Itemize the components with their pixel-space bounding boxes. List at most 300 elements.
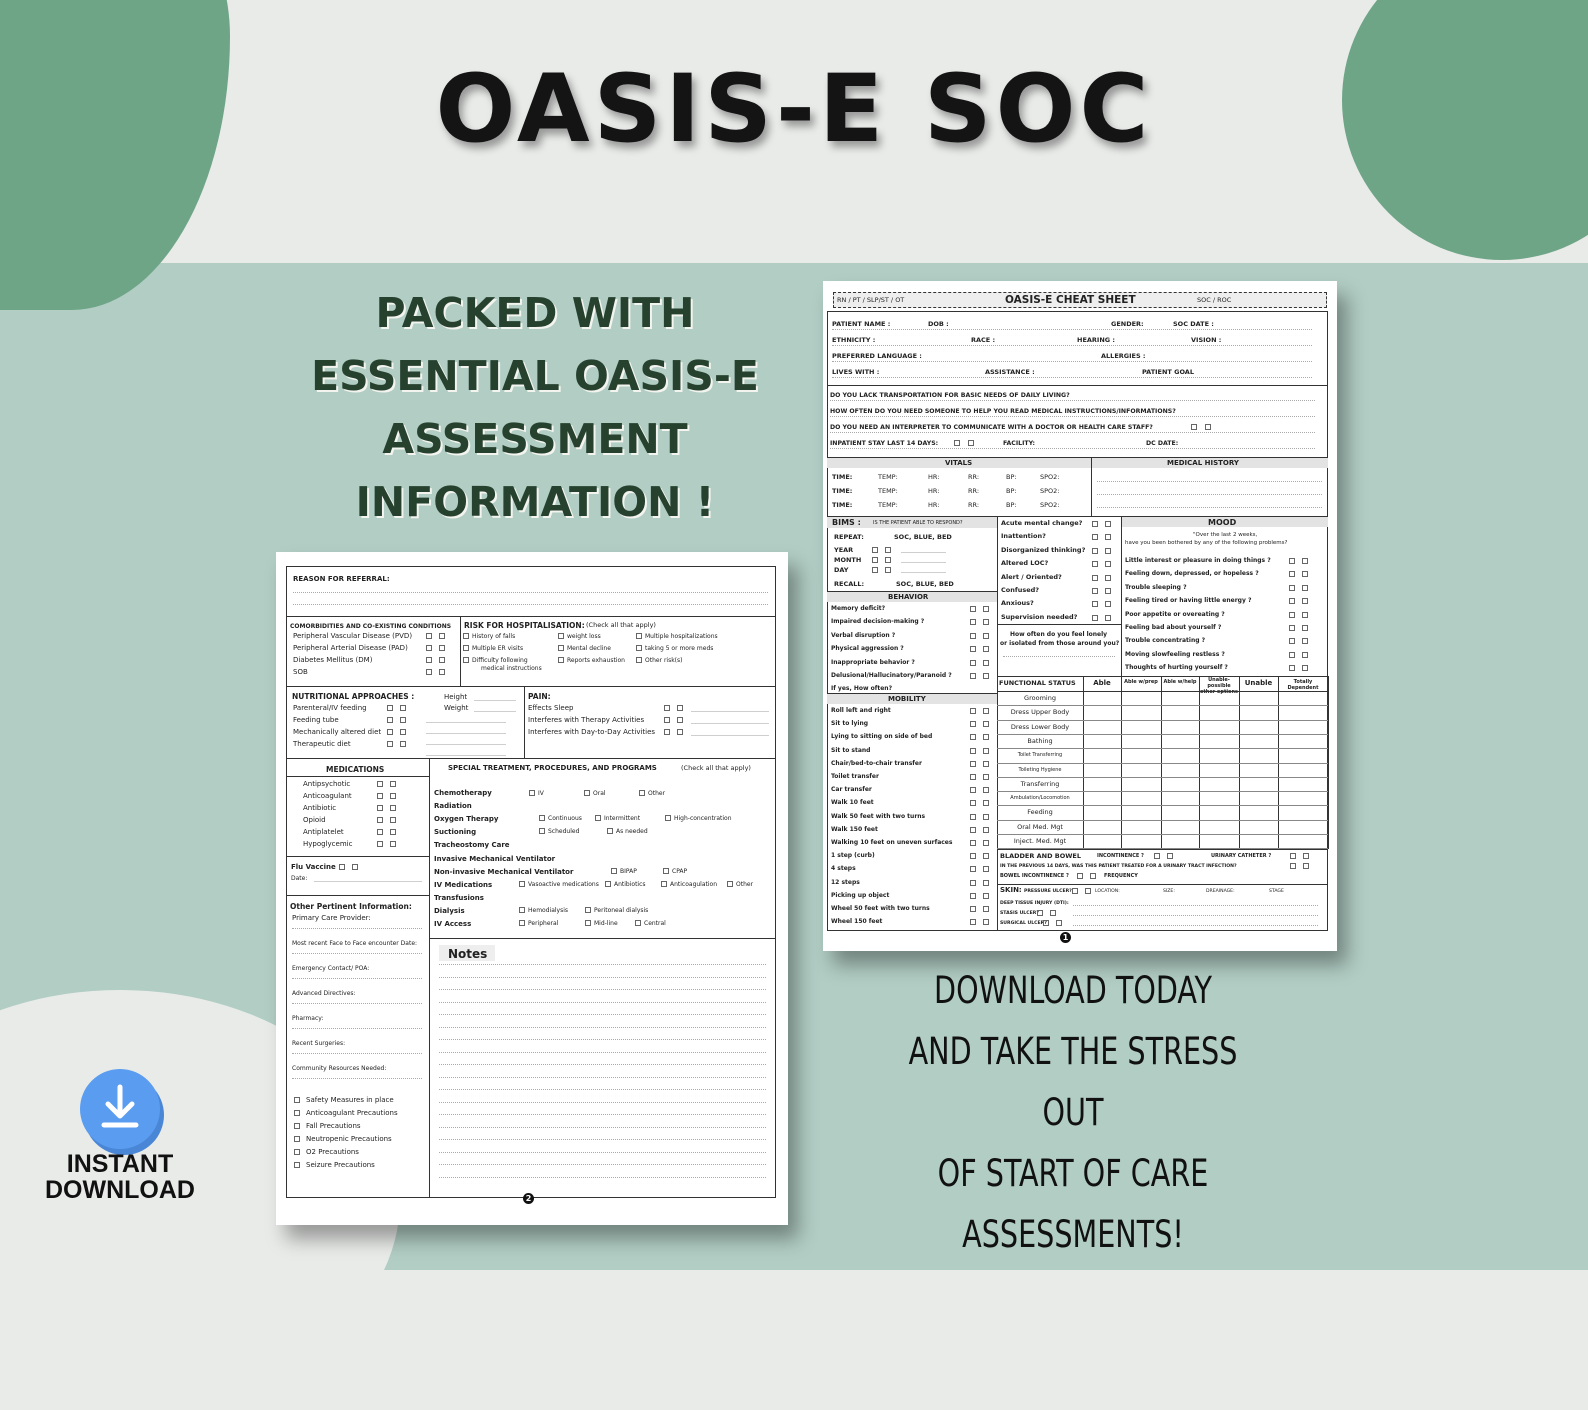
checkbox <box>294 1149 300 1155</box>
table-divider <box>997 705 1328 706</box>
mood-item: Feeling tired or having little energy ? <box>1125 597 1252 605</box>
checkbox <box>970 761 976 767</box>
mood-item: Trouble concentrating ? <box>1125 637 1206 645</box>
checkbox <box>390 817 396 823</box>
functional-row-label: Bathing <box>1027 736 1053 745</box>
checkbox <box>970 774 976 780</box>
bims-subtitle: IS THE PATIENT ABLE TO RESPOND? <box>873 520 963 526</box>
checkbox <box>1092 521 1098 527</box>
sheet1-header-left: RN / PT / SLP/ST / OT <box>837 296 905 304</box>
medical-history-title: MEDICAL HISTORY <box>1167 459 1239 467</box>
checkbox <box>1092 601 1098 607</box>
checkbox <box>439 633 445 639</box>
checkbox <box>1092 548 1098 554</box>
precaution-item: Anticoagulant Precautions <box>306 1109 398 1117</box>
checkbox <box>970 880 976 886</box>
special-option: IV <box>538 790 544 797</box>
checkbox <box>539 828 545 834</box>
nutrition-title: NUTRITIONAL APPROACHES : <box>292 692 415 701</box>
comorbid-title: COMORBIDITIES AND CO-EXISTING CONDITIONS <box>290 623 452 630</box>
precaution-item: O2 Precautions <box>306 1148 359 1156</box>
checkbox <box>970 619 976 625</box>
cognition-item: Altered LOC? <box>1001 559 1049 568</box>
special-item: Invasive Mechanical Ventilator <box>434 854 556 863</box>
checkbox <box>663 868 669 874</box>
note-line <box>439 1027 766 1028</box>
checkbox <box>439 657 445 663</box>
pain-item: Interferes with Day-to-Day Activities <box>528 728 656 736</box>
demographic-label: GENDER: <box>1111 320 1144 328</box>
special-option: Other <box>648 790 666 797</box>
checkbox <box>983 866 989 872</box>
main-title: OASIS-E SOC <box>435 55 1153 164</box>
answer-line <box>832 377 1312 378</box>
checkbox <box>463 633 469 639</box>
mobility-item: Walk 10 feet <box>831 799 874 807</box>
checkbox <box>426 633 432 639</box>
note-line <box>439 1002 766 1003</box>
bladder-title: BLADDER AND BOWEL <box>1000 852 1081 860</box>
checkbox <box>1205 424 1211 430</box>
risk-item: Multiple hospitalizations <box>645 633 718 640</box>
screening-question: INPATIENT STAY LAST 14 DAYS: <box>830 440 939 447</box>
special-item: Transfusions <box>434 893 484 902</box>
checkbox <box>1072 888 1078 894</box>
table-divider <box>997 691 1328 692</box>
precaution-item: Fall Precautions <box>306 1122 361 1130</box>
table-divider <box>997 720 1328 721</box>
answer-line <box>832 361 1312 362</box>
checkbox <box>387 717 393 723</box>
special-item: Dialysis <box>434 906 465 915</box>
bims-item: DAY <box>834 566 849 574</box>
checkbox <box>426 645 432 651</box>
dti-label: DEEP TISSUE INJURY (DTI): <box>1000 901 1069 906</box>
answer-line <box>832 329 1312 330</box>
special-title: SPECIAL TREATMENT, PROCEDURES, AND PROGRAMS <box>448 764 657 772</box>
checkbox <box>1303 853 1309 859</box>
checkbox <box>387 729 393 735</box>
pain-item: Interferes with Therapy Activities <box>528 716 645 724</box>
checkbox <box>1289 612 1295 618</box>
checkbox <box>983 880 989 886</box>
checkbox <box>970 814 976 820</box>
functional-column-header: Able w/prep <box>1124 679 1158 685</box>
checkbox <box>872 557 878 563</box>
checkbox <box>377 829 383 835</box>
checkbox <box>677 717 683 723</box>
demographic-label: PREFERRED LANGUAGE : <box>832 352 922 360</box>
checkbox <box>970 840 976 846</box>
risk-item: Multiple ER visits <box>472 645 524 652</box>
mood-item: Trouble sleeping ? <box>1125 583 1187 591</box>
checkbox <box>983 734 989 740</box>
vitals-field: RR: <box>968 473 980 481</box>
answer-line <box>901 552 946 553</box>
checkbox <box>1105 521 1111 527</box>
weight-label: Weight <box>444 704 469 712</box>
demographic-label: ALLERGIES : <box>1101 352 1146 360</box>
functional-row-label: Dress Upper Body <box>1010 708 1070 717</box>
other-info-item: Primary Care Provider: <box>292 914 371 922</box>
mobility-item: Walk 150 feet <box>831 825 878 833</box>
lonely-question-2: or isolated from those around you? <box>1000 640 1120 647</box>
catheter-label: URINARY CATHETER ? <box>1211 853 1272 859</box>
answer-line <box>691 735 769 736</box>
functional-title: FUNCTIONAL STATUS <box>999 679 1076 687</box>
comorbid-item: Peripheral Vascular Disease (PVD) <box>293 632 413 640</box>
checkbox <box>970 906 976 912</box>
table-divider <box>997 734 1328 735</box>
risk-subtitle: (Check all that apply) <box>586 621 656 629</box>
checkbox <box>885 557 891 563</box>
checkbox <box>1302 665 1308 671</box>
special-item: Tracheostomy Care <box>434 841 510 850</box>
checkbox <box>636 657 642 663</box>
checkbox <box>294 1136 300 1142</box>
bims-item: YEAR <box>834 546 854 554</box>
precaution-item: Safety Measures in place <box>306 1096 394 1104</box>
checkbox <box>294 1110 300 1116</box>
flu-date-label: Date: <box>291 875 308 882</box>
checkbox <box>983 748 989 754</box>
checkbox <box>294 1123 300 1129</box>
mobility-item: 4 steps <box>831 865 856 873</box>
nutrition-item: Feeding tube <box>293 716 339 724</box>
checkbox <box>585 920 591 926</box>
location-label: LOCATION: <box>1095 889 1120 894</box>
checkbox <box>400 741 406 747</box>
checkbox <box>983 906 989 912</box>
checkbox <box>1043 920 1049 926</box>
answer-line <box>830 416 1315 417</box>
demographic-label: RACE : <box>971 336 996 344</box>
answer-line <box>1073 905 1318 906</box>
special-option: Continuous <box>548 815 582 822</box>
functional-row-label: Inject. Med. Mgt <box>1013 837 1067 845</box>
special-option: Hemodialysis <box>528 907 569 914</box>
behavior-item: Verbal disruption ? <box>831 631 896 639</box>
answer-line <box>426 744 506 745</box>
checkbox <box>1302 585 1308 591</box>
medication-item: Antipsychotic <box>303 780 351 788</box>
medication-item: Opioid <box>303 816 326 824</box>
note-line <box>439 1102 766 1103</box>
behavior-item: Memory deficit? <box>831 605 886 612</box>
mobility-item: Sit to lying <box>831 720 869 728</box>
checkbox <box>377 781 383 787</box>
special-option: As needed <box>616 828 648 835</box>
vitals-field: TEMP: <box>878 473 898 481</box>
checkbox <box>872 547 878 553</box>
special-option: High-concentration <box>674 815 732 822</box>
checkbox <box>611 868 617 874</box>
table-divider <box>997 834 1328 835</box>
functional-column-header: Unable <box>1244 679 1273 687</box>
answer-line <box>830 432 1315 433</box>
incontinence-label: INCONTINENCE ? <box>1097 853 1144 859</box>
mobility-title: MOBILITY <box>888 695 926 703</box>
checkbox <box>1289 652 1295 658</box>
download-icon[interactable] <box>80 1069 160 1149</box>
mobility-item: Wheel 150 feet <box>831 918 883 926</box>
checkbox <box>558 657 564 663</box>
tagline-line: PACKED WITH <box>375 289 695 337</box>
dc-date-label: DC DATE: <box>1146 440 1179 447</box>
mobility-item: Chair/bed-to-chair transfer <box>831 759 922 767</box>
checkbox <box>665 815 671 821</box>
functional-column-header: Able w/help <box>1163 679 1197 685</box>
note-line <box>439 1177 766 1178</box>
checkbox <box>983 853 989 859</box>
table-divider <box>997 777 1328 778</box>
functional-row-label: Transferring <box>1020 779 1060 788</box>
call-to-action <box>888 960 1258 1265</box>
vitals-field: SPO2: <box>1040 501 1060 509</box>
checkbox <box>1302 652 1308 658</box>
checkbox <box>983 919 989 925</box>
functional-row-label: Feeding <box>1027 808 1053 817</box>
demographic-label: LIVES WITH : <box>832 368 880 376</box>
answer-line <box>691 711 769 712</box>
vitals-field: TIME: <box>832 501 853 509</box>
mobility-item: Walking 10 feet on uneven surfaces <box>831 839 953 846</box>
checkbox <box>539 815 545 821</box>
screening-question: DO YOU NEED AN INTERPRETER TO COMMUNICATE WITH A DOCTOR OR HEALTH CARE STAFF? <box>830 424 1153 431</box>
answer-line <box>426 722 506 723</box>
demographic-label: DOB : <box>928 320 949 328</box>
comorbid-item: Peripheral Arterial Disease (PAD) <box>293 644 408 652</box>
checkbox <box>983 633 989 639</box>
tagline <box>300 282 770 534</box>
checkbox <box>1289 585 1295 591</box>
checkbox <box>983 721 989 727</box>
checkbox <box>1302 571 1308 577</box>
checkbox <box>558 633 564 639</box>
checkbox <box>983 774 989 780</box>
lonely-question-1: How often do you feel lonely <box>1010 631 1108 638</box>
answer-line <box>426 733 506 734</box>
page-number-2: 2 <box>523 1193 534 1204</box>
bims-item: MONTH <box>834 556 862 564</box>
checkbox <box>1289 665 1295 671</box>
medication-item: Hypoglycemic <box>303 840 353 848</box>
behavior-item: Inappropriate behavior ? <box>831 658 915 666</box>
checkbox <box>983 606 989 612</box>
risk-item: Reports exhaustion <box>567 657 625 664</box>
special-option: Other <box>736 881 754 888</box>
special-item: IV Access <box>434 920 472 928</box>
behavior-item: Physical aggression ? <box>831 645 904 653</box>
checkbox <box>1105 588 1111 594</box>
checkbox <box>983 840 989 846</box>
skin-title: SKIN: <box>1000 886 1022 894</box>
table-divider <box>997 820 1328 821</box>
checkbox <box>1092 588 1098 594</box>
checkbox <box>983 619 989 625</box>
note-line <box>439 1077 766 1078</box>
mobility-item: Sit to stand <box>831 746 871 754</box>
mobility-item: 1 step (curb) <box>831 852 875 860</box>
table-divider <box>997 763 1328 764</box>
mood-item: Thoughts of hurting yourself ? <box>1125 664 1228 672</box>
bowel-incontinence-label: BOWEL INCONTINENCE ? <box>1000 873 1069 879</box>
vitals-field: BP: <box>1006 501 1017 509</box>
checkbox <box>377 805 383 811</box>
checkbox <box>664 717 670 723</box>
special-item: Suctioning <box>434 828 477 837</box>
risk-item: weight loss <box>567 633 601 640</box>
checkbox <box>983 761 989 767</box>
nutrition-item: Parenteral/IV feeding <box>293 704 367 712</box>
answer-line <box>901 562 946 563</box>
bims-title: BIMS : <box>832 518 861 527</box>
other-info-item: Most recent Face to Face encounter Date: <box>292 940 418 947</box>
answer-line <box>830 448 1315 449</box>
sheet1-header-title: OASIS-E CHEAT SHEET <box>1005 294 1136 306</box>
checkbox <box>636 633 642 639</box>
note-line <box>439 1127 766 1128</box>
note-line <box>439 1152 766 1153</box>
risk-item: History of falls <box>472 633 516 640</box>
mobility-item: Walk 50 feet with two turns <box>831 812 926 820</box>
drainage-label: DREAINAGE: <box>1206 889 1235 894</box>
checkbox <box>677 705 683 711</box>
answer-line <box>292 928 422 929</box>
demographic-label: VISION : <box>1191 336 1222 344</box>
checkbox <box>463 645 469 651</box>
checkbox <box>1289 558 1295 564</box>
mood-title: MOOD <box>1208 518 1237 527</box>
checkbox <box>519 881 525 887</box>
screening-question: DO YOU LACK TRANSPORTATION FOR BASIC NEEDS OF DAILY LIVING? <box>830 392 1070 399</box>
checkbox <box>983 673 989 679</box>
pressure-ulcer-label: PRESSURE ULCER? <box>1024 889 1072 894</box>
height-label: Height <box>444 693 468 701</box>
answer-line <box>292 1003 422 1004</box>
checkbox <box>970 606 976 612</box>
demographic-label: PATIENT NAME : <box>832 320 891 328</box>
checkbox <box>1092 561 1098 567</box>
checkbox <box>1105 601 1111 607</box>
special-subtitle: (Check all that apply) <box>681 764 751 772</box>
cognition-item: Acute mental change? <box>1001 519 1083 527</box>
checkbox <box>885 567 891 573</box>
checkbox <box>970 673 976 679</box>
special-item: Chemotherapy <box>434 789 492 797</box>
cognition-item: Supervision needed? <box>1001 612 1078 621</box>
checkbox <box>1289 571 1295 577</box>
vitals-field: HR: <box>928 473 940 481</box>
other-info-item: Recent Surgeries: <box>292 1040 346 1047</box>
table-divider <box>1328 676 1329 849</box>
checkbox <box>1105 548 1111 554</box>
bims-recall-words: SOC, BLUE, BED <box>896 580 954 588</box>
checkbox <box>529 790 535 796</box>
functional-row-label: Toileting Hygiene <box>1018 766 1062 773</box>
vitals-field: TEMP: <box>878 487 898 495</box>
bims-recall-label: RECALL: <box>834 580 865 588</box>
checkbox <box>390 841 396 847</box>
vitals-title: VITALS <box>945 459 973 467</box>
mobility-item: Lying to sitting on side of bed <box>831 733 933 741</box>
checkbox <box>983 827 989 833</box>
mood-item: Moving slowfeeling restless ? <box>1125 650 1225 658</box>
answer-line <box>830 400 1315 401</box>
mobility-item: Picking up object <box>831 891 890 899</box>
mood-item: Feeling down, depressed, or hopeless ? <box>1125 570 1259 578</box>
medications-title: MEDICATIONS <box>326 765 385 774</box>
special-option: Oral <box>593 790 606 797</box>
checkbox <box>1167 853 1173 859</box>
checkbox <box>983 814 989 820</box>
comorbid-item: Diabetes Mellitus (DM) <box>293 656 373 664</box>
checkbox <box>377 793 383 799</box>
checkbox <box>294 1162 300 1168</box>
note-line <box>439 1139 766 1140</box>
precaution-item: Neutropenic Precautions <box>306 1135 392 1143</box>
mood-item: Feeling bad about yourself ? <box>1125 624 1222 631</box>
risk-item: Difficulty following <box>472 657 528 664</box>
checkbox <box>439 669 445 675</box>
checkbox <box>390 781 396 787</box>
referral-label: REASON FOR REFERRAL: <box>293 575 390 583</box>
other-info-item: Advanced Directives: <box>292 990 356 997</box>
other-info-title: Other Pertinent Information: <box>290 902 412 911</box>
checkbox <box>983 787 989 793</box>
vitals-field: SPO2: <box>1040 473 1060 481</box>
checkbox <box>970 748 976 754</box>
checkbox <box>387 705 393 711</box>
bims-repeat-label: REPEAT: <box>834 533 864 541</box>
instant-download-label[interactable] <box>20 1151 220 1203</box>
checkbox <box>1077 873 1083 879</box>
medication-item: Anticoagulant <box>303 792 352 800</box>
checkbox <box>1289 598 1295 604</box>
checkbox <box>1105 534 1111 540</box>
badge-line: DOWNLOAD <box>45 1176 195 1204</box>
checkbox <box>1302 612 1308 618</box>
checkbox <box>1037 910 1043 916</box>
checkbox <box>639 790 645 796</box>
cta-line: ASSESSMENTS! <box>962 1213 1184 1256</box>
other-info-item: Community Resources Needed: <box>292 1065 387 1072</box>
note-line <box>439 1064 766 1065</box>
checkbox <box>607 828 613 834</box>
special-option: Anticoagulation <box>670 881 718 888</box>
mood-item: Little interest or pleasure in doing things ? <box>1125 557 1271 564</box>
checkbox <box>970 660 976 666</box>
functional-row-label: Oral Med. Mgt <box>1017 822 1063 831</box>
checkbox <box>390 805 396 811</box>
checkbox <box>970 721 976 727</box>
answer-line <box>292 953 422 954</box>
other-info-item: Emergency Contact/ POA: <box>292 965 370 972</box>
page-number-1: 1 <box>1060 932 1071 943</box>
checkbox <box>970 646 976 652</box>
functional-column-header: Unable-possible other options <box>1199 677 1239 695</box>
other-info-item: Pharmacy: <box>292 1015 324 1022</box>
cognition-item: Inattention? <box>1001 532 1046 541</box>
checkbox <box>584 790 590 796</box>
checkbox <box>983 708 989 714</box>
pain-item: Effects Sleep <box>528 704 574 712</box>
checkbox <box>1105 575 1111 581</box>
vitals-field: TIME: <box>832 473 853 481</box>
answer-line <box>691 723 769 724</box>
checkbox <box>661 881 667 887</box>
checkbox <box>983 893 989 899</box>
